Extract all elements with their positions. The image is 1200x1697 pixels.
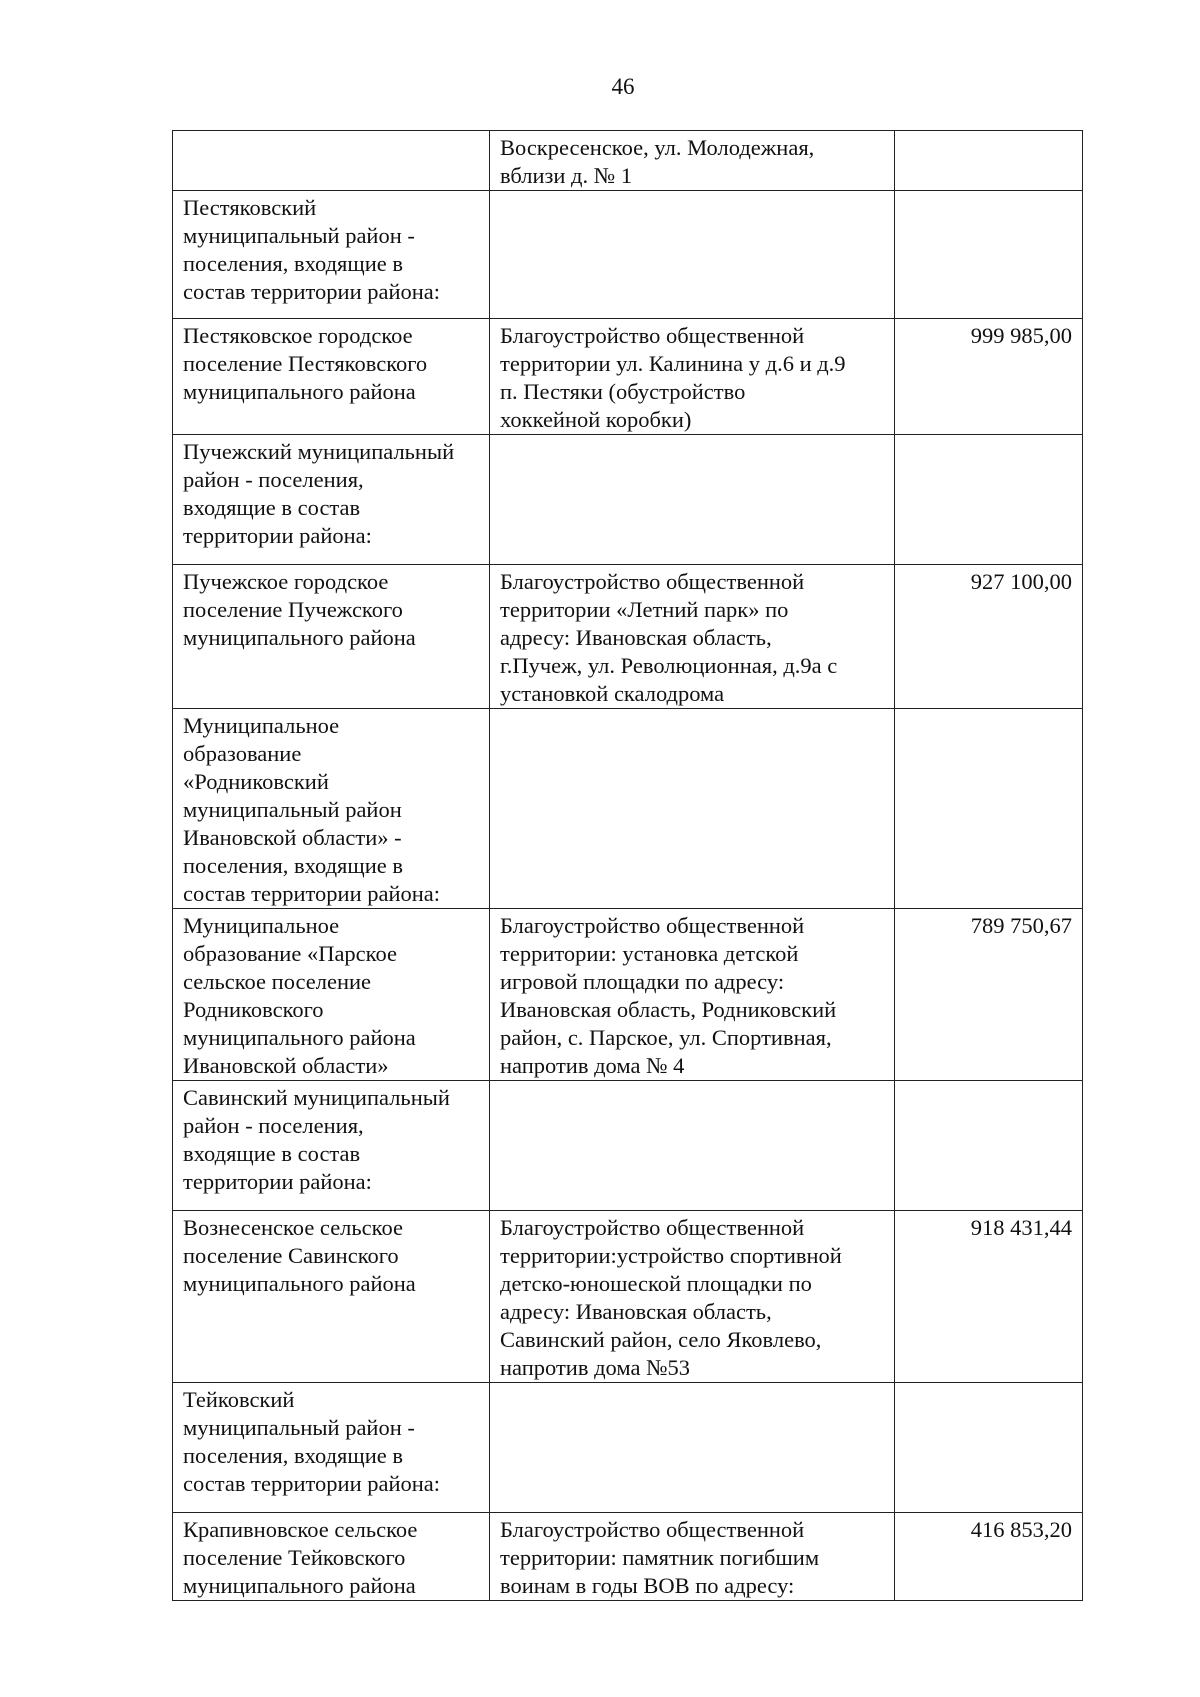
description-cell (490, 709, 895, 909)
table-row (173, 909, 1083, 1081)
description-cell (490, 191, 895, 319)
table-row (173, 565, 1083, 709)
description-cell (490, 435, 895, 565)
amount-cell: 918 431,44 (895, 1211, 1083, 1383)
amount-cell: 789 750,67 (895, 909, 1083, 1081)
amount-cell (895, 131, 1083, 191)
description-cell: Благоустройство общественной территории: установка детской игровой площадки по адресу: Ивановская область, Родниковский район, с. Парское, ул. Спортивная, напротив дома № 4 (490, 909, 895, 1081)
table-row (173, 131, 1083, 191)
municipality-cell: Муниципальное образование «Парское сельское поселение Родниковского муниципального района Ивановской области» (173, 909, 490, 1081)
table-row (173, 709, 1083, 909)
table-row (173, 319, 1083, 435)
municipality-cell: Пестяковский муниципальный район - поселения, входящие в состав территории района: (173, 191, 490, 319)
description-cell: Благоустройство общественной территории «Летний парк» по адресу: Ивановская область, г.Пучеж, ул. Революционная, д.9а с установкой скалодрома (490, 565, 895, 709)
municipality-cell: Крапивновское сельское поселение Тейковского муниципального района (173, 1513, 490, 1601)
municipality-cell: Савинский муниципальный район - поселения, входящие в состав территории района: (173, 1081, 490, 1211)
table-row (173, 1513, 1083, 1601)
description-cell: Благоустройство общественной территории:устройство спортивной детско-юношеской площадки по адресу: Ивановская область, Савинский район, село Яковлево, напротив дома №53 (490, 1211, 895, 1383)
amount-cell (895, 1383, 1083, 1513)
description-cell: Воскресенское, ул. Молодежная, вблизи д. № 1 (490, 131, 895, 191)
amount-cell: 999 985,00 (895, 319, 1083, 435)
municipality-cell: Пучежское городское поселение Пучежского муниципального района (173, 565, 490, 709)
table-row (173, 1211, 1083, 1383)
municipality-cell: Тейковский муниципальный район - поселения, входящие в состав территории района: (173, 1383, 490, 1513)
description-cell (490, 1081, 895, 1211)
municipality-cell: Вознесенское сельское поселение Савинского муниципального района (173, 1211, 490, 1383)
funding-table (172, 130, 1083, 1601)
description-cell: Благоустройство общественной территории: памятник погибшим воинам в годы ВОВ по адресу: (490, 1513, 895, 1601)
amount-cell: 927 100,00 (895, 565, 1083, 709)
page-number: 46 (611, 74, 635, 99)
amount-cell: 416 853,20 (895, 1513, 1083, 1601)
table-row (173, 1081, 1083, 1211)
amount-cell (895, 709, 1083, 909)
table-row (173, 1383, 1083, 1513)
description-cell (490, 1383, 895, 1513)
municipality-cell: Пучежский муниципальный район - поселения, входящие в состав территории района: (173, 435, 490, 565)
table-row (173, 435, 1083, 565)
description-cell: Благоустройство общественной территории ул. Калинина у д.6 и д.9 п. Пестяки (обустройство хоккейной коробки) (490, 319, 895, 435)
amount-cell (895, 1081, 1083, 1211)
amount-cell (895, 191, 1083, 319)
municipality-cell (173, 131, 490, 191)
amount-cell (895, 435, 1083, 565)
municipality-cell: Муниципальное образование «Родниковский муниципальный район Ивановской области» - поселения, входящие в состав территории района: (173, 709, 490, 909)
municipality-cell: Пестяковское городское поселение Пестяковского муниципального района (173, 319, 490, 435)
table-row (173, 191, 1083, 319)
